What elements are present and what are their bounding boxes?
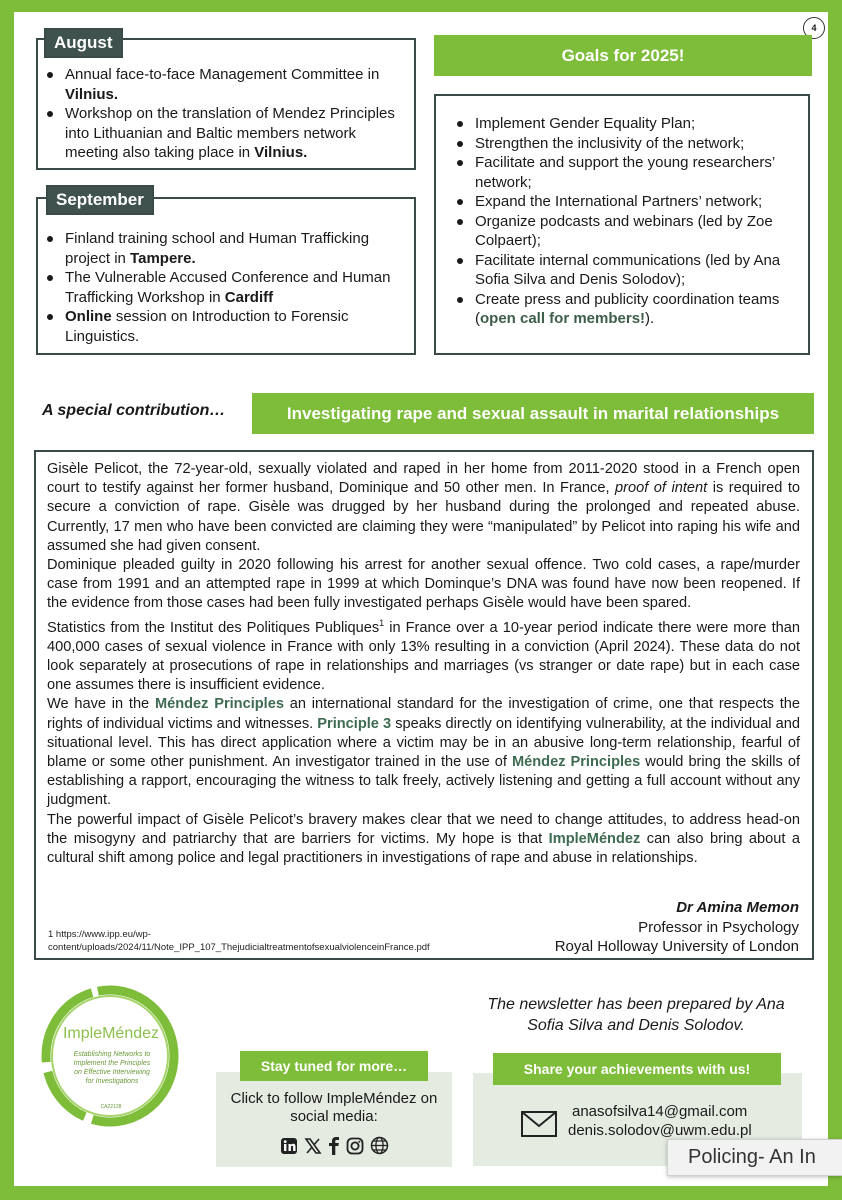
article-box: [34, 450, 814, 960]
x-icon[interactable]: [304, 1137, 322, 1155]
september-item-1: Finland training school and Human Trafficking project in Tampere.: [38, 229, 406, 268]
goal-item-open-call: Create press and publicity coordination teams (open call for members!).: [448, 290, 800, 329]
stay-tuned-heading: Stay tuned for more…: [240, 1051, 428, 1081]
september-item-2: The Vulnerable Accused Conference and Human Trafficking Workshop in Cardiff: [38, 268, 406, 307]
email-1[interactable]: anasofsilva14@gmail.com: [572, 1103, 748, 1120]
article-paragraph-1: Gisèle Pelicot, the 72-year-old, sexually violated and raped in her home from 2011-2020 stood in a French open court to testify against her former husband, Dominique and 50 other men. In France, proof of intent is required to secure a conviction of rape. Gisèle was drugged by her husband during the prolonged and repeated abuse. Currently, 17 men who have been convicted are claiming they were “manipulated” by Pelicot into raping his wife and assumed she had given consent.: [47, 461, 801, 554]
linkedin-icon[interactable]: [280, 1137, 298, 1155]
facebook-icon[interactable]: [328, 1137, 340, 1155]
author-name: Dr Amina Memon: [676, 899, 799, 916]
logo-code: CA22128: [100, 1104, 122, 1110]
email-2[interactable]: denis.solodov@uwm.edu.pl: [568, 1122, 752, 1139]
logo-name: ImpleMéndez: [62, 1025, 160, 1042]
september-heading: September: [46, 185, 154, 215]
author-affiliation: Royal Holloway University of London: [554, 938, 799, 955]
goals-box: [434, 94, 810, 355]
special-contribution-label: A special contribution…: [42, 402, 226, 419]
notification-toast[interactable]: Policing- An In: [667, 1139, 842, 1176]
goal-item: Expand the International Partners’ network;: [448, 192, 800, 212]
august-item-1: Annual face-to-face Management Committee in Vilnius.: [38, 65, 406, 104]
september-box: [36, 197, 416, 355]
goal-item: Facilitate internal communications (led by Ana Sofia Silva and Denis Solodov);: [448, 251, 800, 290]
open-call-link[interactable]: open call for members!: [480, 310, 646, 327]
september-item-3: Online session on Introduction to Forensic Linguistics.: [38, 307, 406, 346]
article-paragraph-5: The powerful impact of Gisèle Pelicot’s bravery makes clear that we need to change attitudes, to address head-on the misogyny and patriarchy that are barriers for victims. My hope is that ImpleMéndez can also bring about a cultural shift among police and legal practitioners in investigations of rape and abuse in relationships.: [47, 811, 800, 866]
august-item-2: Workshop on the translation of Mendez Principles into Lithuanian and Baltic members network meeting also taking place in Vilnius.: [38, 104, 406, 163]
implemendez-logo[interactable]: [38, 980, 184, 1130]
goal-item: Facilitate and support the young researchers’ network;: [448, 153, 800, 192]
instagram-icon[interactable]: [346, 1137, 364, 1155]
goal-item: Implement Gender Equality Plan;: [448, 114, 800, 134]
article-paragraph-2: Dominique pleaded guilty in 2020 following his arrest for another sexual offence. Two cold cases, a rape/murder case from 1991 and an attempted rape in 1999 at which Dominque’s DNA was found have now been reopened. If the evidence from those cases had been fully investigated perhaps Gisèle would have been spared.: [47, 557, 800, 612]
stay-tuned-panel: [216, 1072, 452, 1167]
envelope-icon: [521, 1111, 557, 1137]
share-heading: Share your achievements with us!: [493, 1053, 781, 1085]
author-role: Professor in Psychology: [638, 919, 799, 936]
article-paragraph-3: Statistics from the Institut des Politiques Publiques$^1$ in France over a 10-year period indicate there were more than 400,000 cases of sexual violence in France with only 13% resulting in a conviction (April 2024). These data do not look separately at prosecutions of rape in relationships and marriages (vs stranger or date rape) but in each case one assumes there is insufficient evidence.: [47, 617, 800, 694]
follow-text: Click to follow ImpleMéndez on social media:: [230, 1090, 438, 1125]
article-title: Investigating rape and sexual assault in marital relationships: [252, 393, 814, 434]
page-number: 4: [803, 17, 825, 39]
globe-icon[interactable]: [370, 1136, 389, 1155]
social-icons: [216, 1136, 452, 1155]
august-heading: August: [44, 28, 123, 58]
prepared-by-text: The newsletter has been prepared by Ana Sofia Silva and Denis Solodov.: [487, 996, 785, 1034]
goals-heading: Goals for 2025!: [434, 35, 812, 76]
footnote[interactable]: 1 https://www.ipp.eu/wp-content/uploads/2024/11/Note_IPP_107_ThejudicialtreatmentofsexualviolenceinFrance.pdf: [48, 929, 430, 953]
goal-item: Strengthen the inclusivity of the network;: [448, 134, 800, 154]
article-paragraph-4: We have in the Méndez Principles an international standard for the investigation of crime, one that respects the rights of individual victims and witnesses. Principle 3 speaks directly on identifying vulnerability, at the individual and situational level. This has direct application where a victim may be in an abusive long-term relationship, fearful of blame or some other punishment. An investigator trained in the use of Méndez Principles would bring the skills of establishing a rapport, encouraging the witness to talk freely, actively listening and getting a full account without any judgment.: [47, 696, 801, 809]
logo-tagline: Establishing Networks to Implement the Principles on Effective Interviewing for Investigations: [73, 1051, 151, 1085]
goal-item: Organize podcasts and webinars (led by Zoe Colpaert);: [448, 212, 800, 251]
